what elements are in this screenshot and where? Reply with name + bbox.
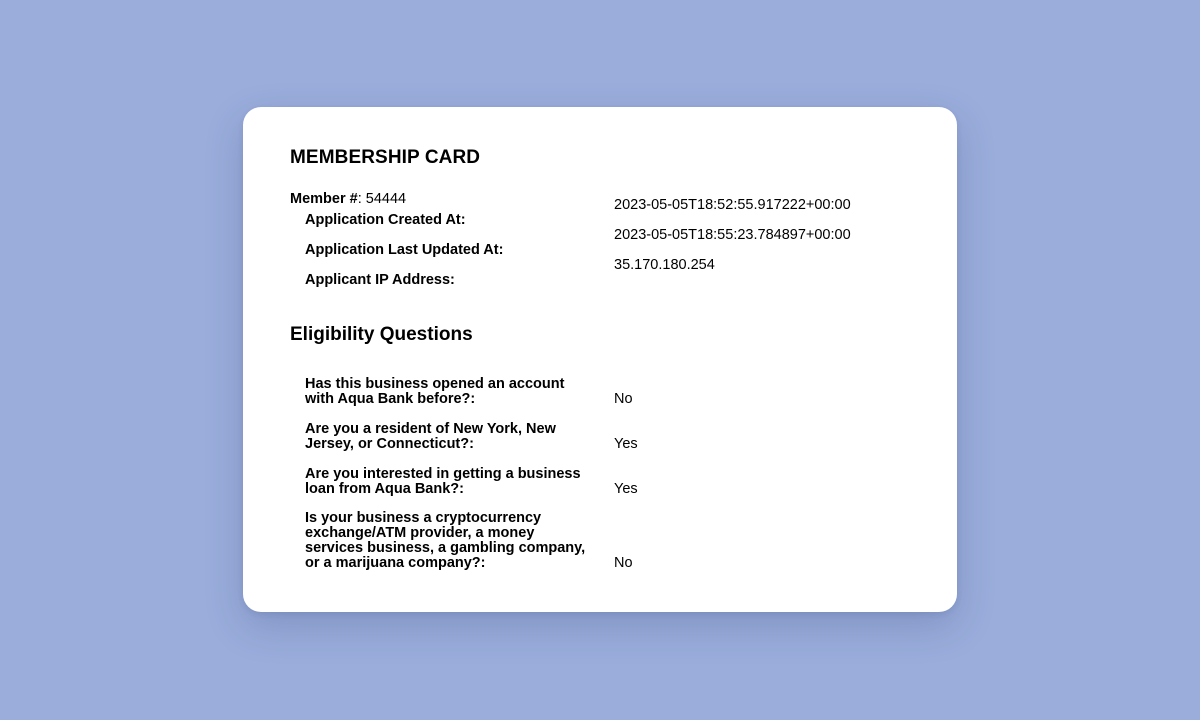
- question-answer: No: [614, 391, 633, 407]
- question-text: Are you a resident of New York, New Jersey, or Connecticut?:: [305, 421, 556, 452]
- question-text: Are you interested in getting a business loan from Aqua Bank?:: [305, 466, 581, 497]
- member-number-label: Member #: [290, 191, 358, 207]
- question-answer: Yes: [614, 436, 638, 452]
- detail-label: Application Created At:: [305, 212, 466, 228]
- card-title: MEMBERSHIP CARD: [290, 147, 481, 168]
- detail-value: 35.170.180.254: [614, 257, 715, 273]
- detail-label: Application Last Updated At:: [305, 242, 504, 258]
- question-answer: No: [614, 555, 633, 571]
- member-number-line: Member #: 54444: [290, 191, 407, 207]
- eligibility-question: [305, 377, 905, 407]
- detail-value: 2023-05-05T18:55:23.784897+00:00: [614, 227, 851, 243]
- question-text: Is your business a cryptocurrency exchange/ATM provider, a money services business, a gambling company, or a marijuana company?:: [305, 510, 586, 571]
- detail-label: Applicant IP Address:: [305, 272, 455, 288]
- member-number-value: 54444: [365, 191, 407, 207]
- detail-value: 2023-05-05T18:52:55.917222+00:00: [614, 197, 851, 213]
- membership-card: [243, 107, 957, 612]
- eligibility-question: [305, 422, 905, 452]
- eligibility-heading: Eligibility Questions: [290, 324, 473, 345]
- eligibility-question: [305, 511, 905, 571]
- eligibility-question: [305, 467, 905, 497]
- question-answer: Yes: [614, 481, 638, 497]
- question-text: Has this business opened an account with Aqua Bank before?:: [305, 376, 565, 407]
